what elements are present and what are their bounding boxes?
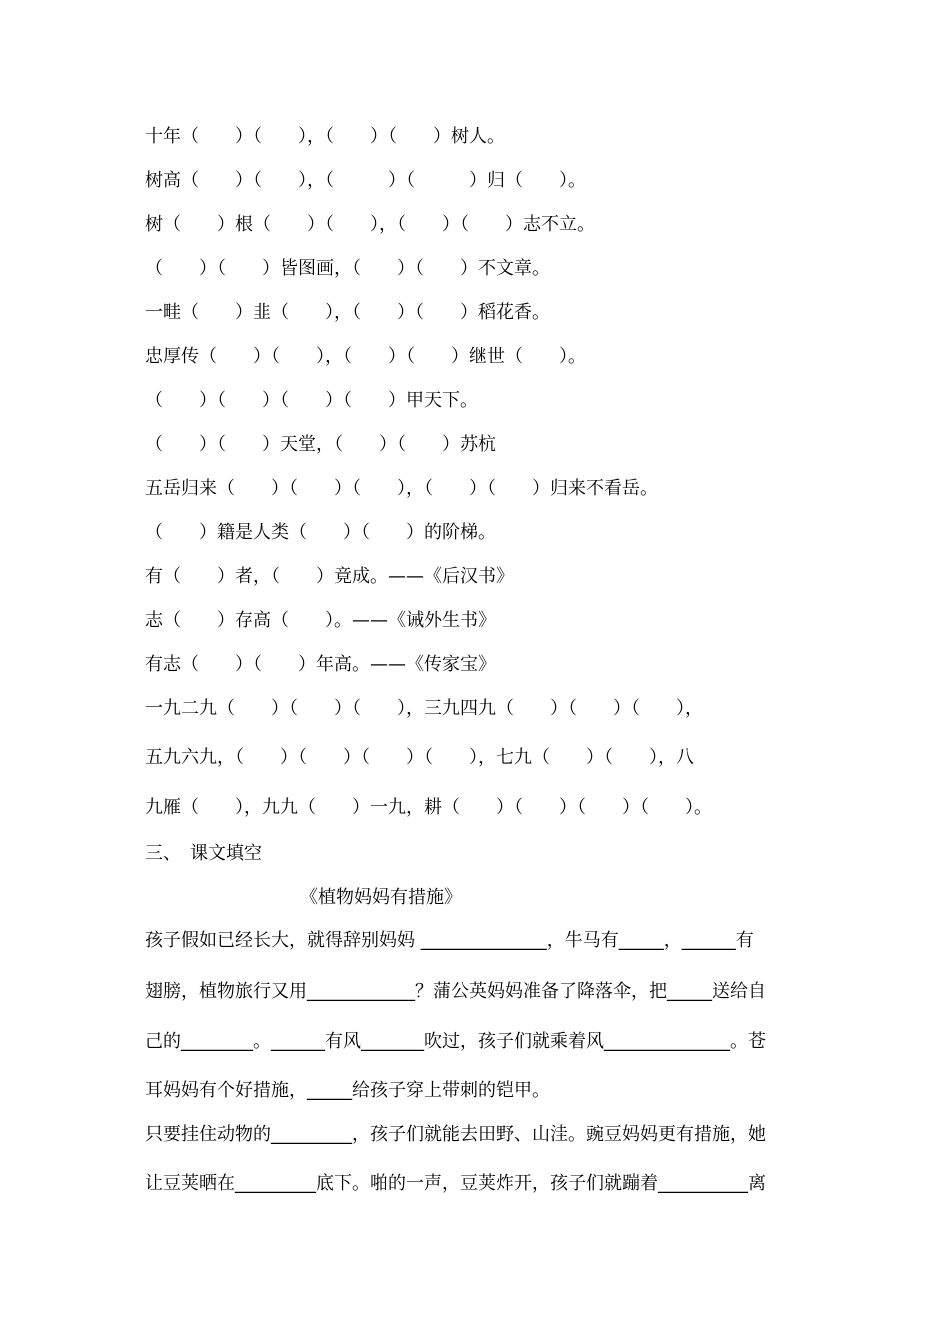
idiom-line-11: 有（ ）者，（ ）竟成。——《后汉书》	[145, 566, 514, 587]
idiom-line-3: 树（ ）根（ ）（ ），（ ）（ ）志不立。	[145, 214, 595, 235]
idiom-line-1: 十年（ ）（ ），（ ）（ ）树人。	[145, 126, 505, 147]
idiom-line-8: （ ）（ ）天堂，（ ）（ ）苏杭	[145, 434, 496, 455]
passage-line-2: 翅膀，植物旅行又用____________？蒲公英妈妈准备了降落伞，把_____送给自	[145, 981, 766, 1002]
section-heading: 三、 课文填空	[145, 843, 262, 864]
idiom-line-2: 树高（ ）（ ），（ ）（ ）归（ ）。	[145, 170, 586, 191]
nines-line-1: 一九二九（ ）（ ）（ ），三九四九（ ）（ ）（ ），	[145, 698, 703, 719]
passage-line-5: 只要挂住动物的_________，孩子们就能去田野、山洼。豌豆妈妈更有措施，她	[145, 1124, 766, 1145]
nines-line-3: 九雁（ ），九九（ ）一九，耕（ ）（ ）（ ）（ ）。	[145, 797, 712, 818]
idiom-line-4: （ ）（ ）皆图画，（ ）（ ）不文章。	[145, 258, 550, 279]
idiom-line-12: 志（ ）存高（ ）。——《诫外生书》	[145, 610, 496, 631]
nines-line-2: 五九六九，（ ）（ ）（ ）（ ），七九（ ）（ ），八	[145, 747, 694, 768]
idiom-line-10: （ ）籍是人类（ ）（ ）的阶梯。	[145, 522, 496, 543]
passage-line-4: 耳妈妈有个好措施，_____给孩子穿上带刺的铠甲。	[145, 1080, 550, 1101]
idiom-line-7: （ ）（ ）（ ）（ ）甲天下。	[145, 390, 478, 411]
passage-title: 《植物妈妈有措施》	[300, 887, 462, 908]
passage-line-6: 让豆荚晒在_________底下。啪的一声，豆荚炸开，孩子们就蹦着__________离	[145, 1173, 766, 1194]
passage-line-1: 孩子假如已经长大，就得辞别妈妈 ______________，牛马有_____，______有	[145, 930, 754, 951]
idiom-line-13: 有志（ ）（ ）年高。——《传家宝》	[145, 654, 496, 675]
passage-line-3: 己的________。______有风_______吹过，孩子们就乘着风______________。苍	[145, 1031, 766, 1052]
idiom-line-6: 忠厚传（ ）（ ），（ ）（ ）继世（ ）。	[145, 346, 586, 367]
idiom-line-9: 五岳归来（ ）（ ）（ ），（ ）（ ）归来不看岳。	[145, 478, 658, 499]
idiom-line-5: 一畦（ ）韭（ ），（ ）（ ）稻花香。	[145, 302, 550, 323]
